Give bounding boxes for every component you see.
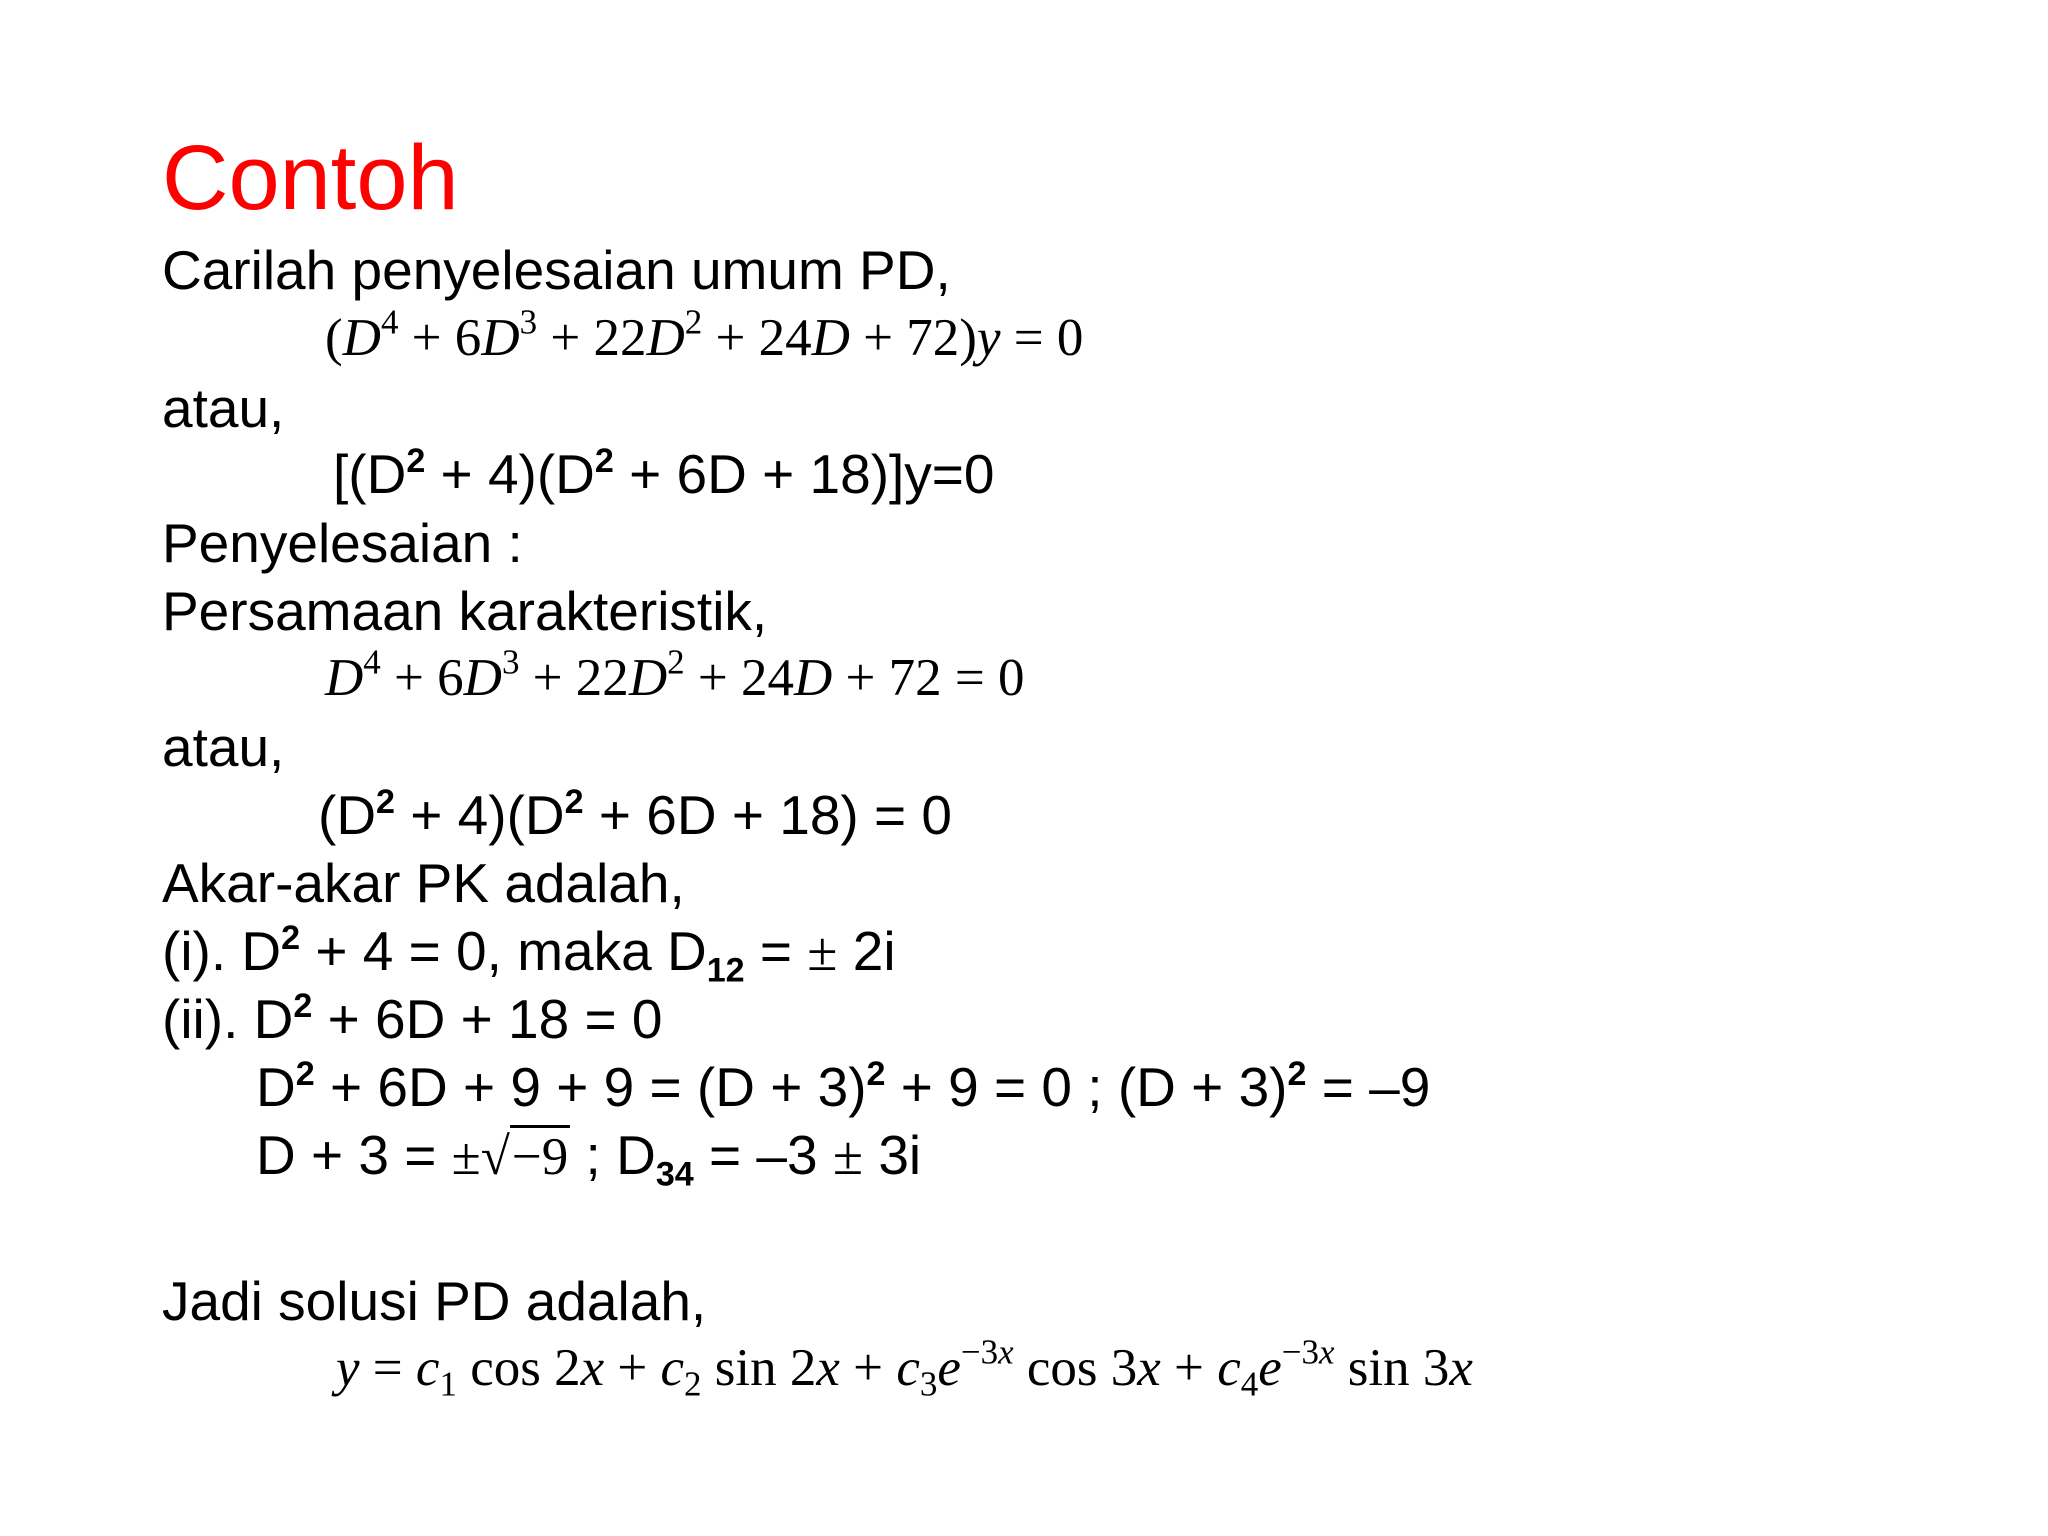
slide-title: Contoh [162,127,459,229]
equation-factored-2: $(D^2 + 4)(D^2 + 6D + 18) = 0$ [318,782,953,846]
case-2-step-2: D + 3 = ±√−9 ; $D_{34} = -3 \pm 3i$ [256,1124,922,1194]
solution-heading: Penyelesaian : [162,512,523,574]
general-solution: y = c1 cos 2x + c2 $\sin 2x + c3e^{-3x}$ $\cos 3x + c4e^{-3x}$ sin 3x [336,1332,1473,1404]
roots-label: Akar-akar PK adalah, [162,852,685,914]
case-1-line: (i). $D^2 + 4 = 0$, maka $D_{12}$ = ± 2i [162,918,896,990]
conclusion-label: Jadi solusi PD adalah, [162,1270,707,1332]
char-eq-label: Persamaan karakteristik, [162,580,768,642]
case-2-step-1: $D^2 + 6D + 9 + 9 = (D + 3)^2 + 9 = 0$ ; $(D + 3)^2 = -9$ [256,1054,1431,1118]
case-2-label: (ii). [162,988,239,1050]
equation-pd: $(D^4 + 6D^3 + 22D^2 + 24D + 72)y = 0$ [325,302,1084,367]
case-2-line: (ii). $D^2 + 6D + 18 = 0$ [162,986,663,1050]
intro-text: Carilah penyelesaian umum PD, [162,239,951,301]
atau-label-2: atau, [162,716,285,778]
equation-factored-1: $[(D^2 + 4)(D^2 + 6D + 18)]y=0$ [333,441,995,505]
atau-label-1: atau, [162,377,285,439]
equation-characteristic: $D^4 + 6D^3 + 22D^2 + 24D + 72 = 0$ [325,642,1025,707]
case-1-label: (i). [162,920,227,982]
